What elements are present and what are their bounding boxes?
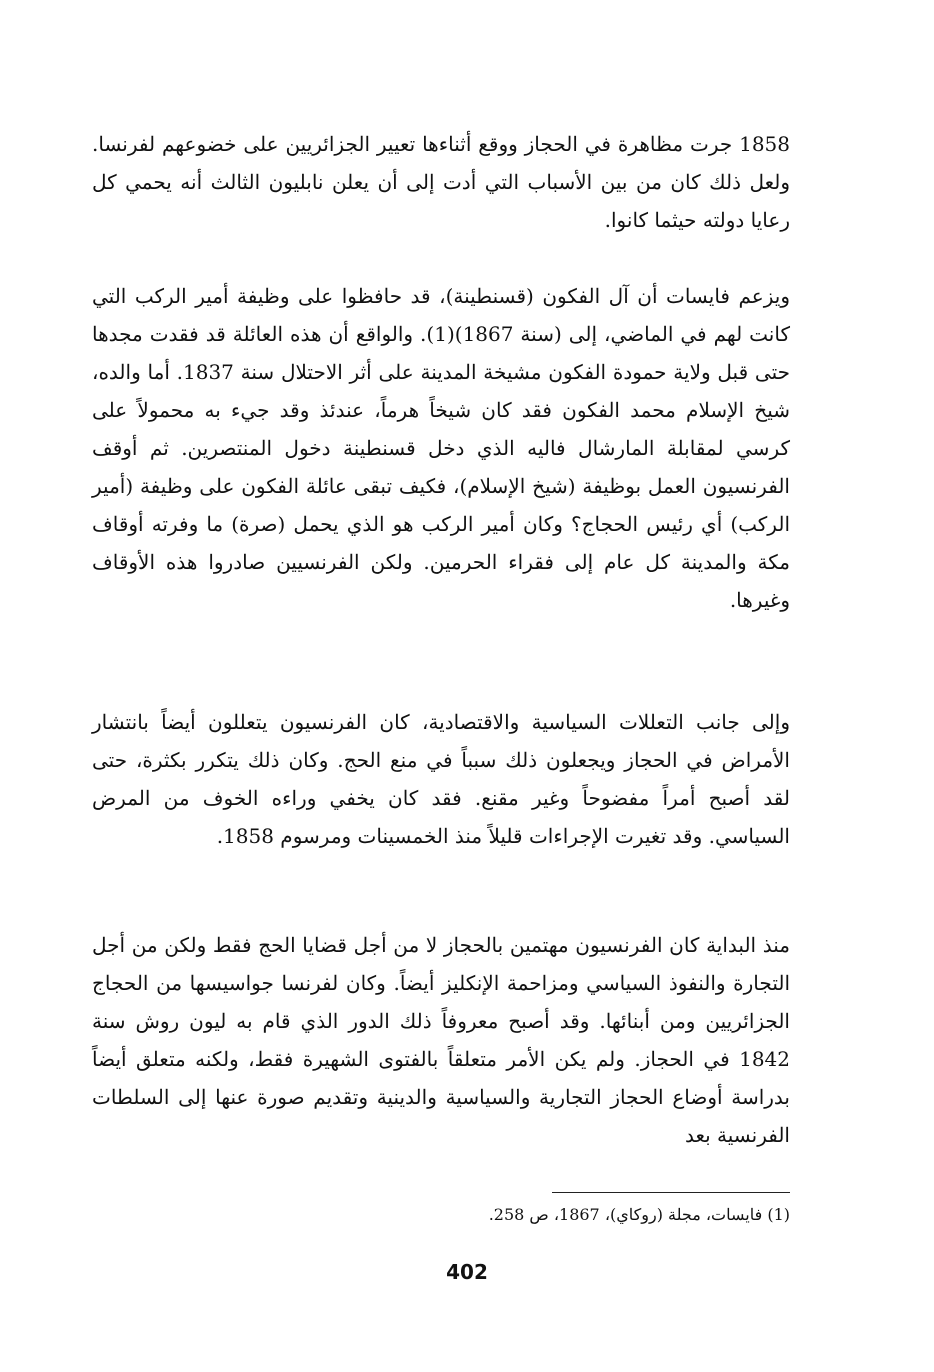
page-number: 402: [446, 1260, 488, 1284]
paragraph-2: ويزعم فايسات أن آل الفكون (قسنطينة)، قد حافظوا على وظيفة أمير الركب التي كانت لهم في الماضي، إلى (سنة 1867)(1). والواقع أن هذه العائلة قد فقدت مجدها حتى قبل ولاية حمودة الفكون مشيخة المدينة على أثر الاحتلال سنة 1837. أما والده، شيخ الإسلام محمد الفكون فقد كان شيخاً هرماً، عندئذ وقد جيء به محمولاً على كرسي لمقابلة المارشال فاليه الذي دخل قسنطينة دخول المنتصرين. ثم أوقف الفرنسيون العمل بوظيفة (شيخ الإسلام)، فكيف تبقى عائلة الفكون على وظيفة (أمير الركب) أي رئيس الحجاج؟ وكان أمير الركب هو الذي يحمل (صرة) ما وفرته أوقاف مكة والمدينة كل عام إلى فقراء الحرمين. ولكن الفرنسيين صادروا هذه الأوقاف وغيرها.: [92, 284, 790, 612]
paragraph-3: وإلى جانب التعللات السياسية والاقتصادية، كان الفرنسيون يتعللون أيضاً بانتشار الأمراض في الحجاز ويجعلون ذلك سبباً في منع الحج. وكان ذلك يتكرر بكثرة، حتى لقد أصبح أمراً مفضوحاً وغير مقنع. فقد كان يخفي وراءه الخوف من المرض السياسي. وقد تغيرت الإجراءات قليلاً منذ الخمسينات ومرسوم 1858.: [92, 710, 790, 848]
paragraph-1: 1858 جرت مظاهرة في الحجاز ووقع أثناءها تعيير الجزائريين على خضوعهم لفرنسا. ولعل ذلك كان من بين الأسباب التي أدت إلى أن يعلن نابليون الثالث أنه يحمي كل رعايا دولته حيثما كانوا.: [92, 132, 790, 232]
footnote-separator: [552, 1192, 790, 1193]
footnote: (1) فايسات، مجلة (روكاي)، 1867، ص 258.: [488, 1205, 790, 1224]
paragraph-4: منذ البداية كان الفرنسيون مهتمين بالحجاز لا من أجل قضايا الحج فقط ولكن من أجل التجارة والنفوذ السياسي ومزاحمة الإنكليز أيضاً. وكان لفرنسا جواسيسها من الحجاج الجزائريين ومن أبنائها. وقد أصبح معروفاً ذلك الدور الذي قام به ليون روش سنة 1842 في الحجاز. ولم يكن الأمر متعلقاً بالفتوى الشهيرة فقط، ولكنه متعلق أيضاً بدراسة أوضاع الحجاز التجارية والسياسية والدينية وتقديم صورة عنها إلى السلطات الفرنسية بعد: [92, 933, 790, 1147]
